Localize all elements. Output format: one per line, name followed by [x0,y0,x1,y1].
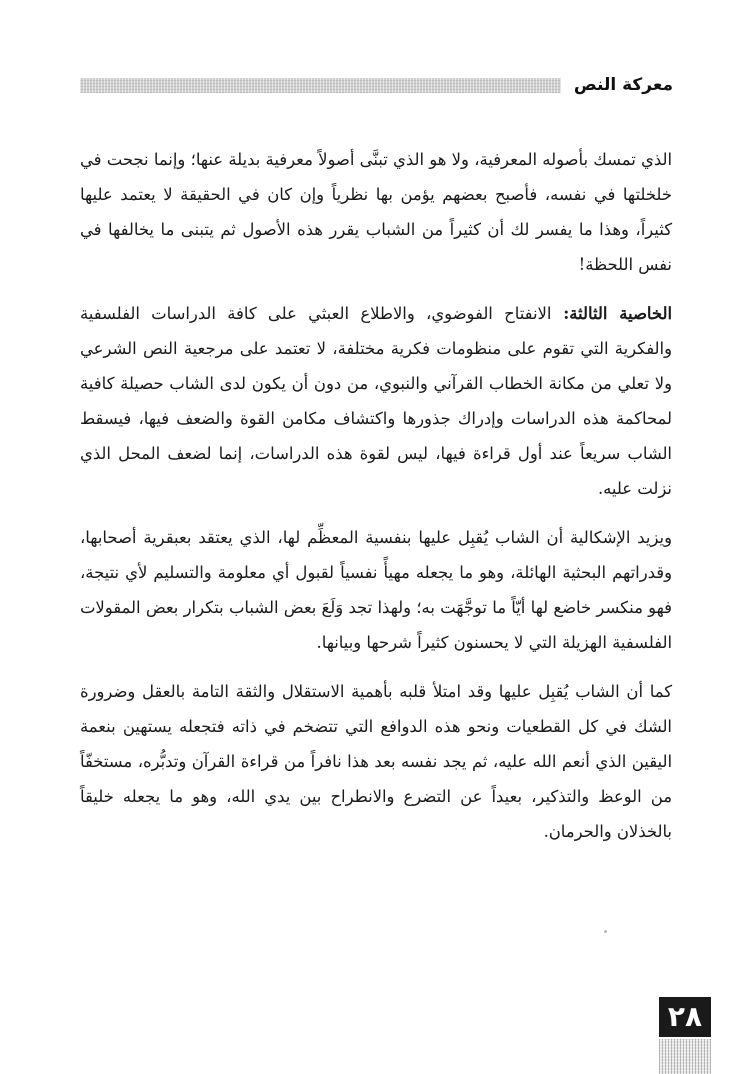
header-title: معركة النص [573,75,673,95]
paragraph-4 [80,674,672,849]
header-decorative-bar [80,78,561,93]
paragraph-1 [80,142,672,282]
paragraph-lead-heading: الخاصية الثالثة: [551,304,673,323]
page-body [80,142,672,863]
paragraph-text: ويزيد الإشكالية أن الشاب يُقبِل عليها بنفسية المعظِّم لها، الذي يعتقد بعبقرية أصحابها، وقدراتهم البحثية الهائلة، وهو ما يجعله مهيأً نفسياً لقبول أي معلومة والتسليم لأي نتيجة، فهو منكسر خاضع لها أيّاً ما توجَّهَت به؛ ولهذا تجد وَلَعَ بعض الشباب بتكرار بعض المقولات الفلسفية الهزيلة التي لا يحسنون كثيراً شرحها وبيانها. [80,528,672,652]
page-number-decorative-pattern [659,1039,711,1074]
paragraph-text: الانفتاح الفوضوي، والاطلاع العبثي على كافة الدراسات الفلسفية والفكرية التي تقوم على منظومات فكرية مختلفة، لا تعتمد على مرجعية النص الشرعي ولا تعلي من مكانة الخطاب القرآني والنبوي، من دون أن يكون لدى الشاب حصيلة كافية لمحاكمة هذه الدراسات وإدراك جذورها واكتشاف مكامن القوة والضعف فيها، فيسقط الشاب سريعاً عند أول قراءة فيها، ليس لقوة هذه الدراسات، إنما لضعف المحل الذي نزلت عليه. [80,304,672,498]
paragraph-text: الذي تمسك بأصوله المعرفية، ولا هو الذي تبنَّى أصولاً معرفية بديلة عنها؛ وإنما نجحت في خلخلتها في نفسه، فأصبح بعضهم يؤمن بها نظرياً وإن كان في الحقيقة لا يعتمد عليها كثيراً، وهذا ما يفسر لك أن كثيراً من الشباب يقرر هذه الأصول ثم يتبنى ما يخالفها في نفس اللحظة! [80,150,672,274]
paragraph-3 [80,520,672,660]
paragraph-text: كما أن الشاب يُقبِل عليها وقد امتلأ قلبه بأهمية الاستقلال والثقة التامة بالعقل وضرورة الشك في كل القطعيات ونحو هذه الدوافع التي تتضخم في ذاته فتجعله يستهين بنعمة اليقين الذي أنعم الله عليه، ثم يجد نفسه بعد هذا نافراً من قراءة القرآن وتدبُّره، مستخفّاً من الوعظ والتذكير، بعيداً عن التضرع والانطراح بين يدي الله، وهو ما يجعله خليقاً بالخذلان والحرمان. [80,682,672,841]
scan-speck [604,930,607,933]
running-header [80,74,673,96]
paragraph-2 [80,296,672,506]
page-number: ٢٨ [659,997,711,1037]
